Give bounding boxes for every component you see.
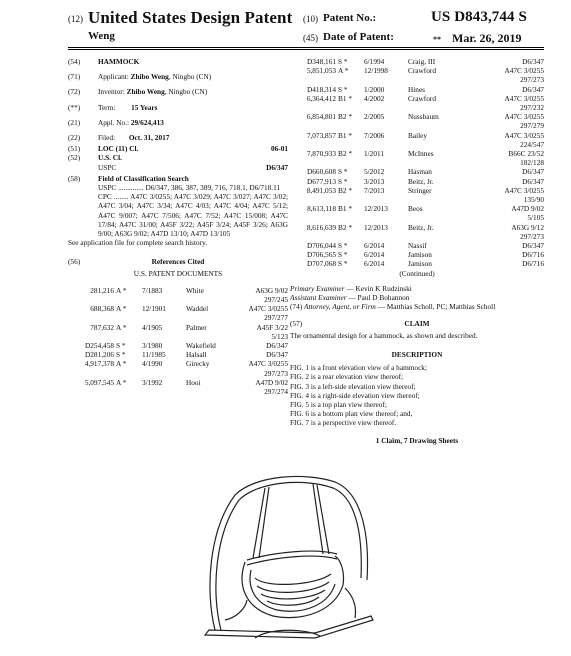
reference-name-class: [408, 66, 544, 75]
reference-row: [68, 323, 288, 341]
right-column: [290, 57, 544, 449]
reference-name-class: [186, 286, 288, 295]
reference-name: Beitz, Jr.: [408, 176, 434, 186]
reference-kind: S *: [338, 167, 348, 177]
reference-row: [68, 350, 288, 359]
reference-class-secondary: 297/273: [264, 368, 288, 378]
reference-row: [290, 131, 544, 149]
reference-row: [68, 378, 288, 396]
search-cpc: CPC ........ A47C 3/0255; A47C 3/029; A47C 3/027; A47C 3/02; A47C 3/04; A47C 3/34; A47C 4/03; A47C 4/04; A47C 5/12; A47C 9/007; A47C 7/506; A47C 7/52; A47C 15/008; A47C 17/84; A47C 31/00; A45F 3/22; A45F 3/24; A45F 3/26; A63G 9/00; A63G 9/02; A47D 13/10; A47D 13/105: [98, 192, 288, 239]
see-application: See application file for complete search history.: [68, 238, 208, 248]
reference-date: 3/2013: [364, 176, 385, 186]
patent-number: US D843,744 S: [431, 9, 527, 25]
reference-number: D660,608: [307, 167, 336, 177]
reference-row: [290, 149, 544, 167]
reference-date: 6/2014: [364, 259, 385, 269]
appl-no-value: 29/624,413: [130, 117, 164, 127]
reference-kind: A *: [116, 285, 127, 295]
reference-kind: S *: [338, 57, 348, 66]
reference-number: D254,458: [85, 341, 114, 351]
frame-arch: [210, 476, 368, 630]
reference-name-class: [186, 350, 288, 359]
description-heading: DESCRIPTION: [391, 349, 443, 359]
reference-kind: S *: [338, 259, 348, 269]
reference-number: 8,491,053: [306, 185, 336, 195]
reference-name: Craig, III: [408, 57, 436, 66]
uspc-value: D6/347: [266, 162, 288, 172]
reference-date: 7/2006: [364, 130, 385, 140]
reference-name-class: [408, 250, 544, 259]
reference-date: 1/2000: [364, 84, 385, 94]
figure-description: FIG. 3 is a left-side elevation view thereof;: [290, 381, 416, 391]
references-right-list: [290, 57, 544, 269]
reference-kind: A *: [116, 359, 127, 369]
reference-class: A63G 9/12: [511, 222, 544, 232]
reference-class-secondary: 297/273: [520, 75, 544, 85]
reference-class: A45F 3/22: [256, 322, 288, 332]
reference-name: Nassif: [408, 241, 427, 251]
us-patent-documents-heading: U.S. PATENT DOCUMENTS: [133, 268, 223, 278]
figure-list: [290, 363, 544, 427]
reference-date: 11/1985: [142, 350, 166, 360]
reference-name-class: [186, 304, 288, 313]
reference-kind: S *: [116, 341, 126, 351]
inventor-surname: Weng: [88, 30, 115, 42]
figure-description: FIG. 1 is a front elevation view of a hammock;: [290, 363, 427, 373]
reference-name: Crawford: [408, 93, 436, 103]
date-mark: **: [433, 35, 441, 44]
reference-name: Stringer: [408, 185, 432, 195]
figure-description: FIG. 6 is a bottom plan view thereof; and,: [290, 409, 413, 419]
references-left-list: [68, 286, 288, 396]
reference-date: 7/1883: [142, 285, 163, 295]
reference-date: 5/2012: [364, 167, 385, 177]
reference-row: [290, 66, 544, 84]
reference-name: McInnes: [408, 149, 434, 159]
field-applicant: (71) Applicant: Zhibo Weng, Ningbo (CN): [68, 72, 212, 82]
reference-date: 6/2014: [364, 241, 385, 251]
reference-class-secondary: 297/279: [520, 121, 544, 131]
reference-date: 3/1980: [142, 341, 163, 351]
reference-number: 5,851,053: [306, 66, 336, 76]
loc-value: 06-01: [270, 144, 288, 154]
reference-number: D418,314: [307, 84, 336, 94]
reference-number: 8,616,639: [306, 222, 336, 232]
reference-number: D677,913: [307, 176, 336, 186]
reference-row: [290, 241, 544, 250]
reference-class: A47C 3/0255: [504, 130, 544, 140]
reference-name: Crawford: [408, 66, 436, 76]
reference-number: D707,068: [307, 259, 336, 269]
reference-row: [290, 223, 544, 241]
reference-class: A47C 3/0255: [504, 93, 544, 103]
reference-name-class: [408, 94, 544, 103]
reference-row: [290, 94, 544, 112]
date-of-patent-label: Date of Patent:: [323, 31, 394, 43]
figure-description: FIG. 2 is a rear elevation view thereof;: [290, 372, 404, 382]
reference-class: D6/347: [522, 241, 544, 251]
reference-number: D706,044: [307, 241, 336, 251]
reference-number: D706,565: [307, 250, 336, 260]
reference-class-secondary: 224/547: [520, 139, 544, 149]
reference-number: 688,368: [90, 304, 114, 314]
reference-number: 6,854,801: [306, 112, 336, 122]
reference-kind: B1 *: [338, 204, 352, 214]
reference-class-secondary: 297/232: [520, 103, 544, 113]
figure-description: FIG. 7 is a perspective view thereof.: [290, 418, 397, 428]
reference-class: A47C 3/0255: [248, 304, 288, 314]
field-title: (54) HAMMOCK: [68, 57, 140, 66]
reference-class: A47D 9/02: [511, 204, 544, 214]
reference-row: [290, 57, 544, 66]
patent-type-title: United States Design Patent: [88, 8, 293, 27]
reference-date: 7/2013: [364, 185, 385, 195]
reference-name: Jamison: [408, 259, 432, 269]
reference-kind: S *: [338, 176, 348, 186]
reference-class: A47C 3/0255: [504, 185, 544, 195]
reference-number: 6,364,412: [306, 93, 336, 103]
reference-name: Wakefield: [186, 341, 216, 351]
reference-row: [290, 85, 544, 94]
reference-number: 787,632: [90, 322, 114, 332]
reference-name-class: [186, 323, 288, 332]
figure-description: FIG. 5 is a top plan view thereof;: [290, 399, 387, 409]
reference-date: 12/1998: [364, 66, 388, 76]
header-rule: [68, 47, 544, 48]
reference-class: A47C 3/0255: [504, 66, 544, 76]
field-appl-no: (21) Appl. No.: 29/624,413: [68, 117, 164, 127]
reference-name-class: [408, 186, 544, 195]
reference-class: D6/716: [522, 250, 544, 260]
invention-title: HAMMOCK: [98, 57, 140, 66]
reference-number: 7,073,857: [306, 130, 336, 140]
figure-description: FIG. 4 is a right-side elevation view thereof;: [290, 390, 420, 400]
reference-class-secondary: 5/123: [271, 331, 288, 341]
references-heading-row: (56) References Cited: [68, 257, 288, 266]
reference-number: 7,870,933: [306, 149, 336, 159]
reference-row: [290, 177, 544, 186]
patent-date: Mar. 26, 2019: [452, 31, 522, 45]
reference-row: [290, 112, 544, 130]
header-rule-2: [68, 49, 544, 50]
reference-number: D348,161: [307, 57, 336, 66]
reference-name: Palmer: [186, 322, 207, 332]
reference-kind: S *: [338, 84, 348, 94]
reference-name: Hines: [408, 84, 426, 94]
field-loc: (51) LOC (11) Cl. 06-01: [68, 144, 288, 154]
reference-name: Girecky: [186, 359, 210, 369]
reference-number: D281,206: [85, 350, 114, 360]
reference-date: 12/1901: [142, 304, 166, 314]
applicant-name: Zhibo Weng: [130, 72, 169, 82]
reference-name-class: [408, 131, 544, 140]
reference-class: A47C 3/0255: [248, 359, 288, 369]
reference-name: Waddel: [186, 304, 209, 314]
references-heading: References Cited: [151, 257, 205, 267]
field-term: (**) Term: 15 Years: [68, 102, 158, 112]
reference-kind: B2 *: [338, 185, 352, 195]
reference-name: Bailey: [408, 130, 428, 140]
patent-no-label: Patent No.:: [323, 12, 377, 24]
reference-class: D6/347: [522, 176, 544, 186]
hammock-drawing: [195, 470, 385, 646]
code-10: (10): [303, 14, 318, 24]
reference-name: Halsall: [186, 350, 207, 360]
reference-name-class: [408, 167, 544, 176]
reference-row: [68, 304, 288, 322]
reference-name-class: [408, 112, 544, 121]
reference-class-secondary: 182/128: [520, 158, 544, 168]
reference-kind: S *: [338, 250, 348, 260]
search-uspc: USPC .............. D6/347, 386, 387, 389, 716, 718.1, D6/718.11: [98, 183, 281, 193]
reference-date: 12/2013: [364, 204, 388, 214]
field-us-cl: (52) U.S. Cl.: [68, 153, 122, 163]
reference-kind: B2 *: [338, 112, 352, 122]
claims-sheets-footer: 1 Claim, 7 Drawing Sheets: [375, 435, 459, 445]
reference-kind: A *: [116, 322, 127, 332]
reference-name-class: [408, 223, 544, 232]
claim-heading-row: (57) CLAIM: [290, 319, 544, 328]
reference-name: Beitz, Jr.: [408, 222, 434, 232]
reference-name-class: [408, 177, 544, 186]
reference-name-class: [408, 85, 544, 94]
reference-date: 6/2014: [364, 250, 385, 260]
reference-name: Jamison: [408, 250, 432, 260]
reference-kind: A *: [116, 304, 127, 314]
reference-date: 1/2011: [364, 149, 384, 159]
reference-kind: S *: [338, 241, 348, 251]
reference-class-secondary: 135/90: [523, 195, 544, 205]
reference-name-class: [186, 359, 288, 368]
reference-kind: B2 *: [338, 149, 352, 159]
reference-row: [290, 250, 544, 259]
code-45: (45): [303, 33, 318, 43]
reference-date: 4/1905: [142, 322, 163, 332]
reference-class-secondary: 297/273: [520, 231, 544, 241]
reference-class: D6/716: [522, 259, 544, 269]
reference-row: [290, 259, 544, 268]
spreader-bar: [247, 551, 337, 560]
reference-row: [290, 186, 544, 204]
reference-kind: B1 *: [338, 130, 352, 140]
reference-name-class: [186, 341, 288, 350]
reference-class: B66C 23/52: [508, 149, 544, 159]
reference-class: D6/347: [522, 167, 544, 177]
reference-class: A47C 3/0255: [504, 112, 544, 122]
reference-kind: B2 *: [338, 222, 352, 232]
reference-class: A47D 9/02: [255, 377, 288, 387]
field-filed: (22) Filed: Oct. 31, 2017: [68, 133, 170, 143]
reference-name-class: [186, 378, 288, 387]
frame-base: [205, 616, 373, 638]
reference-number: 4,917,378: [84, 359, 114, 369]
reference-kind: S *: [116, 350, 126, 360]
primary-examiner: Primary Examiner — Kevin K Rudzinski: [290, 283, 412, 293]
continued-note: (Continued): [399, 268, 435, 278]
inventor-name: Zhibo Weng: [126, 87, 165, 97]
reference-row: [290, 167, 544, 176]
reference-name-class: [408, 57, 544, 66]
reference-name-class: [408, 204, 544, 213]
reference-class: A63G 9/02: [255, 285, 288, 295]
reference-date: 4/1990: [142, 359, 163, 369]
left-column: [68, 57, 288, 396]
reference-row: [68, 341, 288, 350]
reference-date: 6/1994: [364, 57, 385, 66]
reference-date: 2/2005: [364, 112, 385, 122]
reference-name: Beos: [408, 204, 423, 214]
reference-name: Nussbaum: [408, 112, 439, 122]
reference-class: D6/347: [266, 341, 288, 351]
reference-date: 3/1992: [142, 377, 163, 387]
reference-class-secondary: 297/245: [264, 295, 288, 305]
reference-kind: A *: [338, 66, 349, 76]
reference-class: D6/347: [522, 84, 544, 94]
reference-class-secondary: 297/274: [264, 387, 288, 397]
term-value: 15 Years: [131, 102, 158, 112]
filed-value: Oct. 31, 2017: [128, 133, 170, 143]
reference-kind: B1 *: [338, 93, 352, 103]
claim-heading: CLAIM: [404, 319, 430, 329]
reference-number: 8,613,118: [307, 204, 336, 214]
reference-row: [68, 286, 288, 304]
reference-kind: A *: [116, 377, 127, 387]
field-uspc: USPC D6/347: [98, 162, 288, 172]
reference-name: Hasman: [408, 167, 432, 177]
reference-date: 4/2002: [364, 93, 385, 103]
reference-class: D6/347: [266, 350, 288, 360]
reference-name-class: [408, 149, 544, 158]
reference-row: [68, 359, 288, 377]
reference-name-class: [408, 241, 544, 250]
reference-number: 281,216: [90, 285, 114, 295]
reference-class: D6/347: [522, 57, 544, 66]
reference-class-secondary: 5/105: [527, 213, 544, 223]
assistant-examiner: Assistant Examiner — Paul D Bohannon: [290, 293, 410, 303]
reference-number: 5,097,545: [84, 377, 114, 387]
reference-name-class: [408, 259, 544, 268]
reference-name: Hooi: [186, 377, 201, 387]
field-inventor: (72) Inventor: Zhibo Weng, Ningbo (CN): [68, 87, 208, 97]
reference-date: 12/2013: [364, 222, 388, 232]
attorney-agent: (74) Attorney, Agent, or Firm — Matthias Scholl, PC; Matthias Scholl: [290, 302, 496, 312]
claim-text: The ornamental design for a hammock, as shown and described.: [290, 330, 478, 340]
code-12: (12): [68, 14, 83, 24]
field-search: (58) Field of Classification Search USPC .............. D6/347, 386, 387, 389, 716, 718.1, D6/718.11 CPC ........ A47C 3/0255; A47C 3/029; A47C 3/027; A47C 3/02; A47C 3/04; A47C 3/34; A47C 4/03; A47C 4/04; A47C 5/12; A47C 9/007; A47C 7/506; A47C 7/52; A47C 15/008; A47C 17/84; A47C 31/00; A45F 3/22; A45F 3/24; A45F 3/26; A63G 9/00; A63G 9/02; A47D 13/10; A47D 13/105: [68, 173, 288, 239]
reference-name: White: [186, 285, 204, 295]
reference-row: [290, 204, 544, 222]
reference-class-secondary: 297/277: [264, 313, 288, 323]
